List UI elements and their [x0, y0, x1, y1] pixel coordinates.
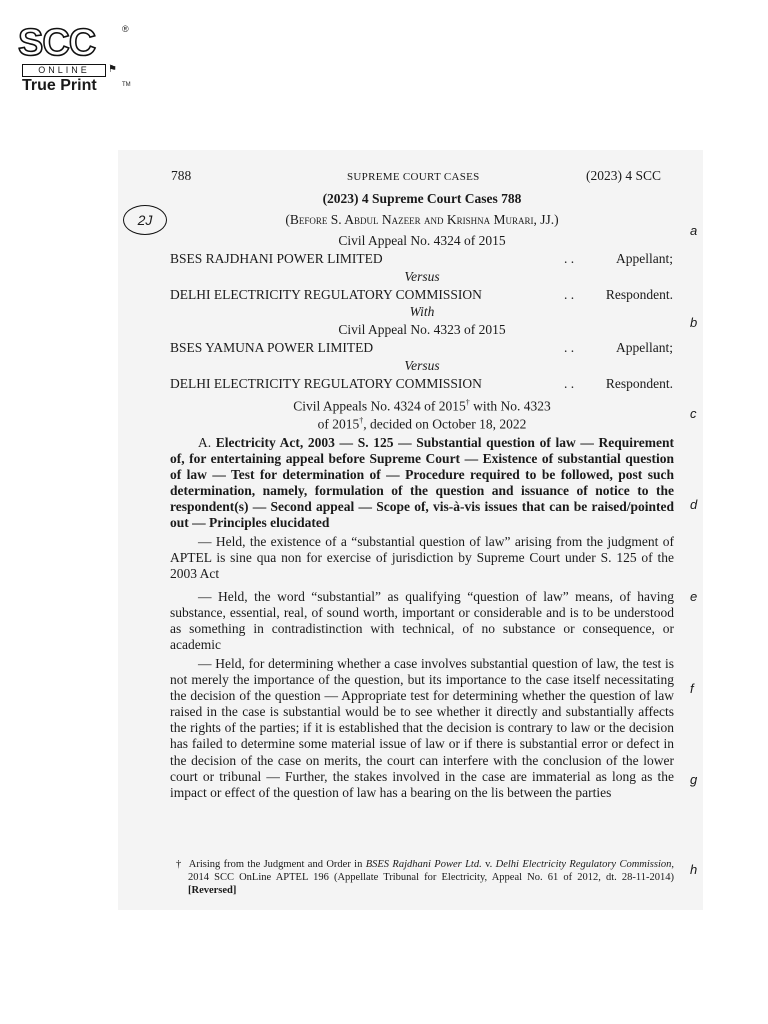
party-dots: . .	[564, 251, 575, 266]
margin-letter: g	[690, 772, 698, 787]
case-title: (2023) 4 Supreme Court Cases 788	[322, 191, 522, 206]
running-title: SUPREME COURT CASES	[347, 171, 480, 183]
margin-letter: f	[690, 681, 694, 696]
citation-line-1: Civil Appeals No. 4324 of 2015† with No. 4323	[293, 398, 551, 414]
headnote-summary: A. Electricity Act, 2003 — S. 125 — Substantial question of law — Requirement of, for entertaining appeal before Supreme Court — Existence of substantial question of law — Test for determination of — Procedure required to be followed, post such determination, namely, formulation of the question and issuance of notice to the respondent(s) — Second appeal — Scope of, vis-à-vis issues that can be raised/pointed out — Principles elucidated	[170, 435, 675, 531]
civil-appeal-2: Civil Appeal No. 4323 of 2015	[338, 322, 506, 337]
bench-marker-badge: 2J	[123, 205, 167, 235]
scc-online-logo	[18, 22, 131, 94]
civil-appeal-1: Civil Appeal No. 4324 of 2015	[338, 233, 506, 248]
margin-letter: b	[690, 315, 698, 330]
party-role: Appellant;	[616, 340, 673, 355]
versus-label: Versus	[404, 269, 440, 284]
page-number: 788	[171, 168, 192, 183]
held-paragraph: — Held, the existence of a “substantial question of law” arising from the judgment of APTEL is sine qua non for exercise of jurisdiction by Supreme Court under S. 125 of the 2003 Act	[170, 534, 674, 582]
party-name: DELHI ELECTRICITY REGULATORY COMMISSION	[170, 287, 482, 302]
versus-label: Versus	[404, 358, 440, 373]
with-label: With	[409, 304, 435, 319]
party-name: BSES YAMUNA POWER LIMITED	[170, 340, 374, 355]
party-name: BSES RAJDHANI POWER LIMITED	[170, 251, 383, 266]
footnote-status: [Reversed]	[188, 885, 237, 897]
flag-icon: ⚑	[108, 64, 117, 75]
party-dots: . .	[564, 376, 575, 391]
margin-letter: e	[690, 589, 698, 604]
logo-brand: SCC	[18, 22, 96, 64]
citation-line-2: of 2015†, decided on October 18, 2022	[317, 416, 527, 432]
held-paragraph: — Held, the word “substantial” as qualifying “question of law” means, of having substance, essential, real, of sound worth, important or considerable and is to be understood as something in contradistinction with technical, of no substance or consequence, or academic	[170, 589, 674, 653]
margin-letter: d	[690, 497, 698, 512]
party-name: DELHI ELECTRICITY REGULATORY COMMISSION	[170, 376, 482, 391]
logo-true-print: True Print	[22, 77, 97, 94]
margin-letter: c	[690, 406, 697, 421]
held-paragraph: — Held, for determining whether a case involves substantial question of law, the test is not merely the importance of the question, but its importance to the case itself necessitating the decision of the question — Appropriate test for determining whether the question of law raised in the case is substantial would be to see whether it directly and substantially affects the rights of the parties; if it is established that the decision is contrary to law or the decision has failed to determine some material issue of law or if there is substantial error or defect in the decision of the case on merits, the court can interfere with the conclusion of the lower court or tribunal — Further, the stakes involved in the case are immaterial as long as the impact or effect of the question of law has a bearing on the lis between the parties	[170, 656, 674, 800]
headnote-bold: Electricity Act, 2003 — S. 125 — Substantial question of law — Requirement of, for entertaining appeal before Supreme Court — Existence of substantial question of law — Test for determination of — Procedure required to be followed, post such determination, namely, formulation of the question and issuance of notice to the respondent(s) — Second appeal — Scope of, vis-à-vis issues that can be raised/pointed out — Principles elucidated	[170, 435, 675, 531]
trademark-mark: TM	[122, 82, 131, 88]
party-role: Respondent.	[605, 376, 673, 391]
volume-label: (2023) 4 SCC	[586, 168, 662, 183]
bench-line: (Before S. Abdul Nazeer and Krishna Murari, JJ.)	[285, 212, 559, 227]
footnote: † Arising from the Judgment and Order in BSES Rajdhani Power Ltd. v. Delhi Electricity Regulatory Commission, 2014 SCC OnLine APTEL 196 (Appellate Tribunal for Electricity, Appeal No. 61 of 2012, dt. 28-11-2014) [Reversed]	[176, 859, 675, 897]
registered-mark: ®	[122, 24, 129, 34]
margin-letter: h	[690, 862, 698, 877]
party-role: Appellant;	[616, 251, 673, 266]
party-dots: . .	[564, 287, 575, 302]
party-role: Respondent.	[605, 287, 673, 302]
logo-online: ONLINE	[22, 64, 106, 77]
margin-letter: a	[690, 223, 698, 238]
party-dots: . .	[564, 340, 575, 355]
